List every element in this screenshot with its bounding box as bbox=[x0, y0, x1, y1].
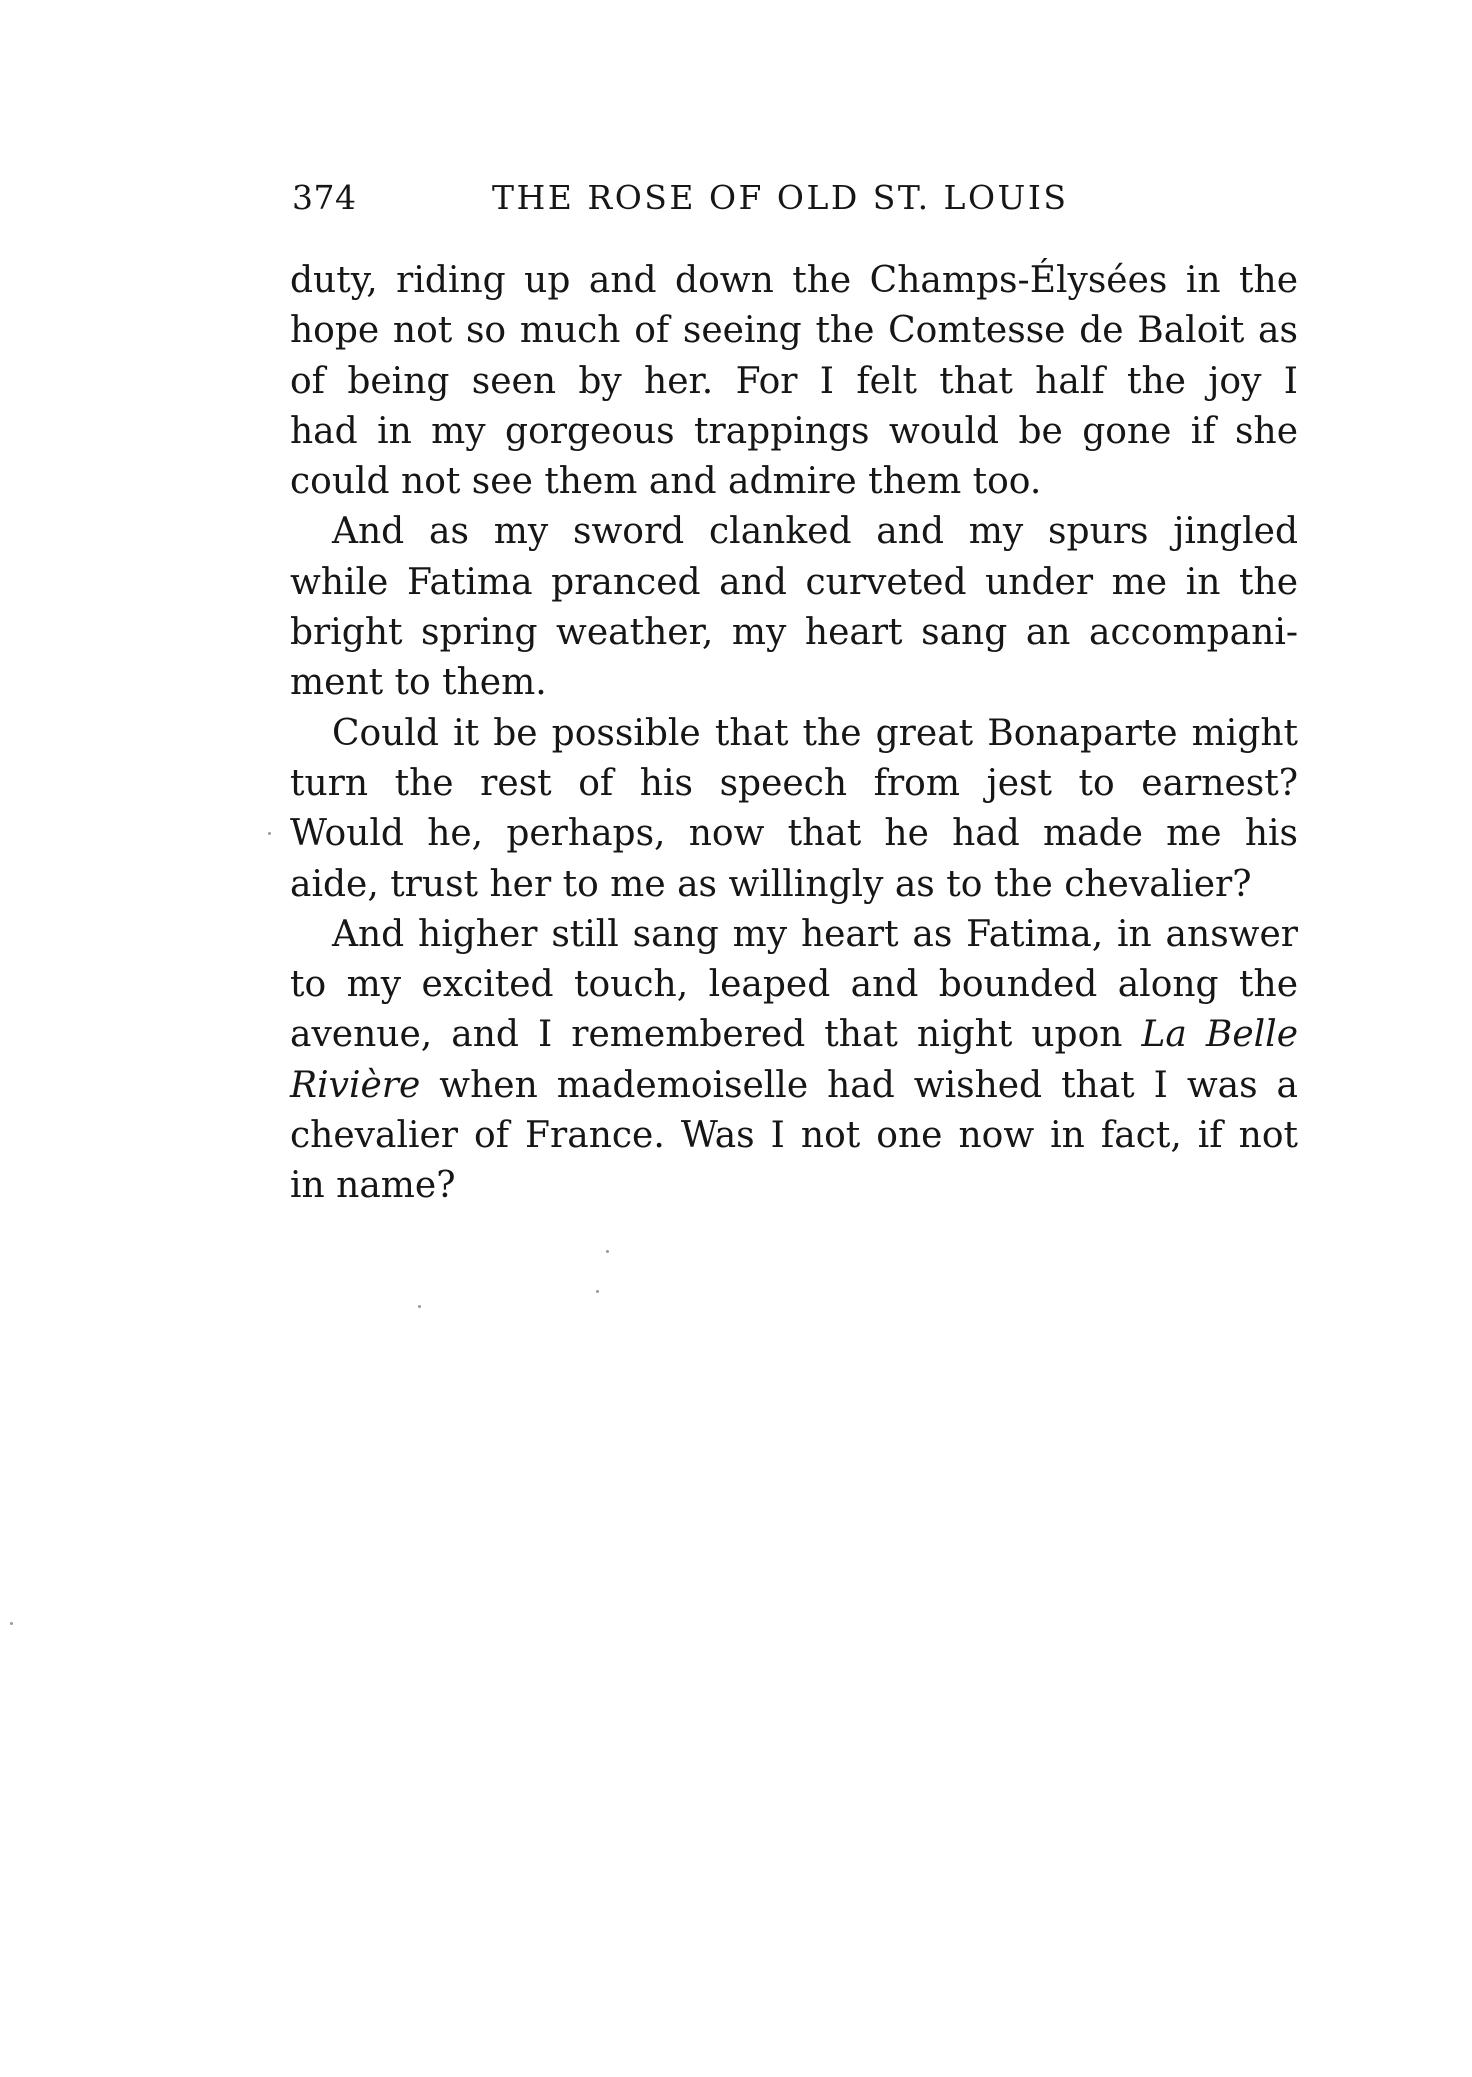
italic-title: La Belle bbox=[1141, 1014, 1298, 1056]
text-line: And as my sword clanked and my spurs jingled bbox=[332, 511, 1298, 553]
text-line: And higher still sang my heart as Fatima, in answer bbox=[332, 913, 1298, 955]
page-header bbox=[292, 178, 1295, 222]
text-line: to my excited touch, leaped and bounded along the bbox=[290, 964, 1298, 1006]
text-line: in name? bbox=[290, 1165, 456, 1207]
text-line: duty, riding up and down the Champs-Élysées in the bbox=[290, 260, 1298, 301]
text-line: could not see them and admire them too. bbox=[290, 461, 1042, 503]
scan-speck bbox=[268, 832, 271, 835]
scan-speck bbox=[10, 1622, 13, 1625]
text-line: Would he, perhaps, now that he had made me his bbox=[290, 813, 1298, 855]
running-title: THE ROSE OF OLD ST. LOUIS bbox=[492, 178, 1069, 217]
text-segment: avenue, and I remembered that night upon bbox=[290, 1014, 1123, 1056]
text-line: ment to them. bbox=[290, 662, 547, 704]
body-text bbox=[290, 256, 1298, 1212]
text-line: had in my gorgeous trappings would be gone if she bbox=[290, 410, 1298, 452]
page-number: 374 bbox=[292, 178, 357, 217]
text-line: of being seen by her. For I felt that half the joy I bbox=[290, 360, 1298, 402]
scan-speck bbox=[606, 1250, 609, 1253]
text-line: bright spring weather, my heart sang an accompani- bbox=[290, 612, 1298, 654]
text-line-with-italic bbox=[290, 1061, 1298, 1111]
italic-title: Rivière bbox=[290, 1064, 421, 1106]
text-line: chevalier of France. Was I not one now in fact, if not bbox=[290, 1115, 1298, 1157]
text-line: Could it be possible that the great Bonaparte might bbox=[332, 712, 1298, 754]
text-line: hope not so much of seeing the Comtesse de Baloit as bbox=[290, 310, 1298, 352]
scan-speck bbox=[418, 1305, 421, 1308]
scan-speck bbox=[596, 1290, 599, 1293]
text-line: turn the rest of his speech from jest to earnest? bbox=[290, 762, 1298, 804]
text-segment: when mademoiselle had wished that I was a bbox=[439, 1064, 1298, 1106]
text-line: while Fatima pranced and curveted under me in the bbox=[290, 561, 1298, 603]
text-line-with-italic bbox=[290, 1010, 1298, 1060]
text-line: aide, trust her to me as willingly as to the chevalier? bbox=[290, 863, 1252, 905]
